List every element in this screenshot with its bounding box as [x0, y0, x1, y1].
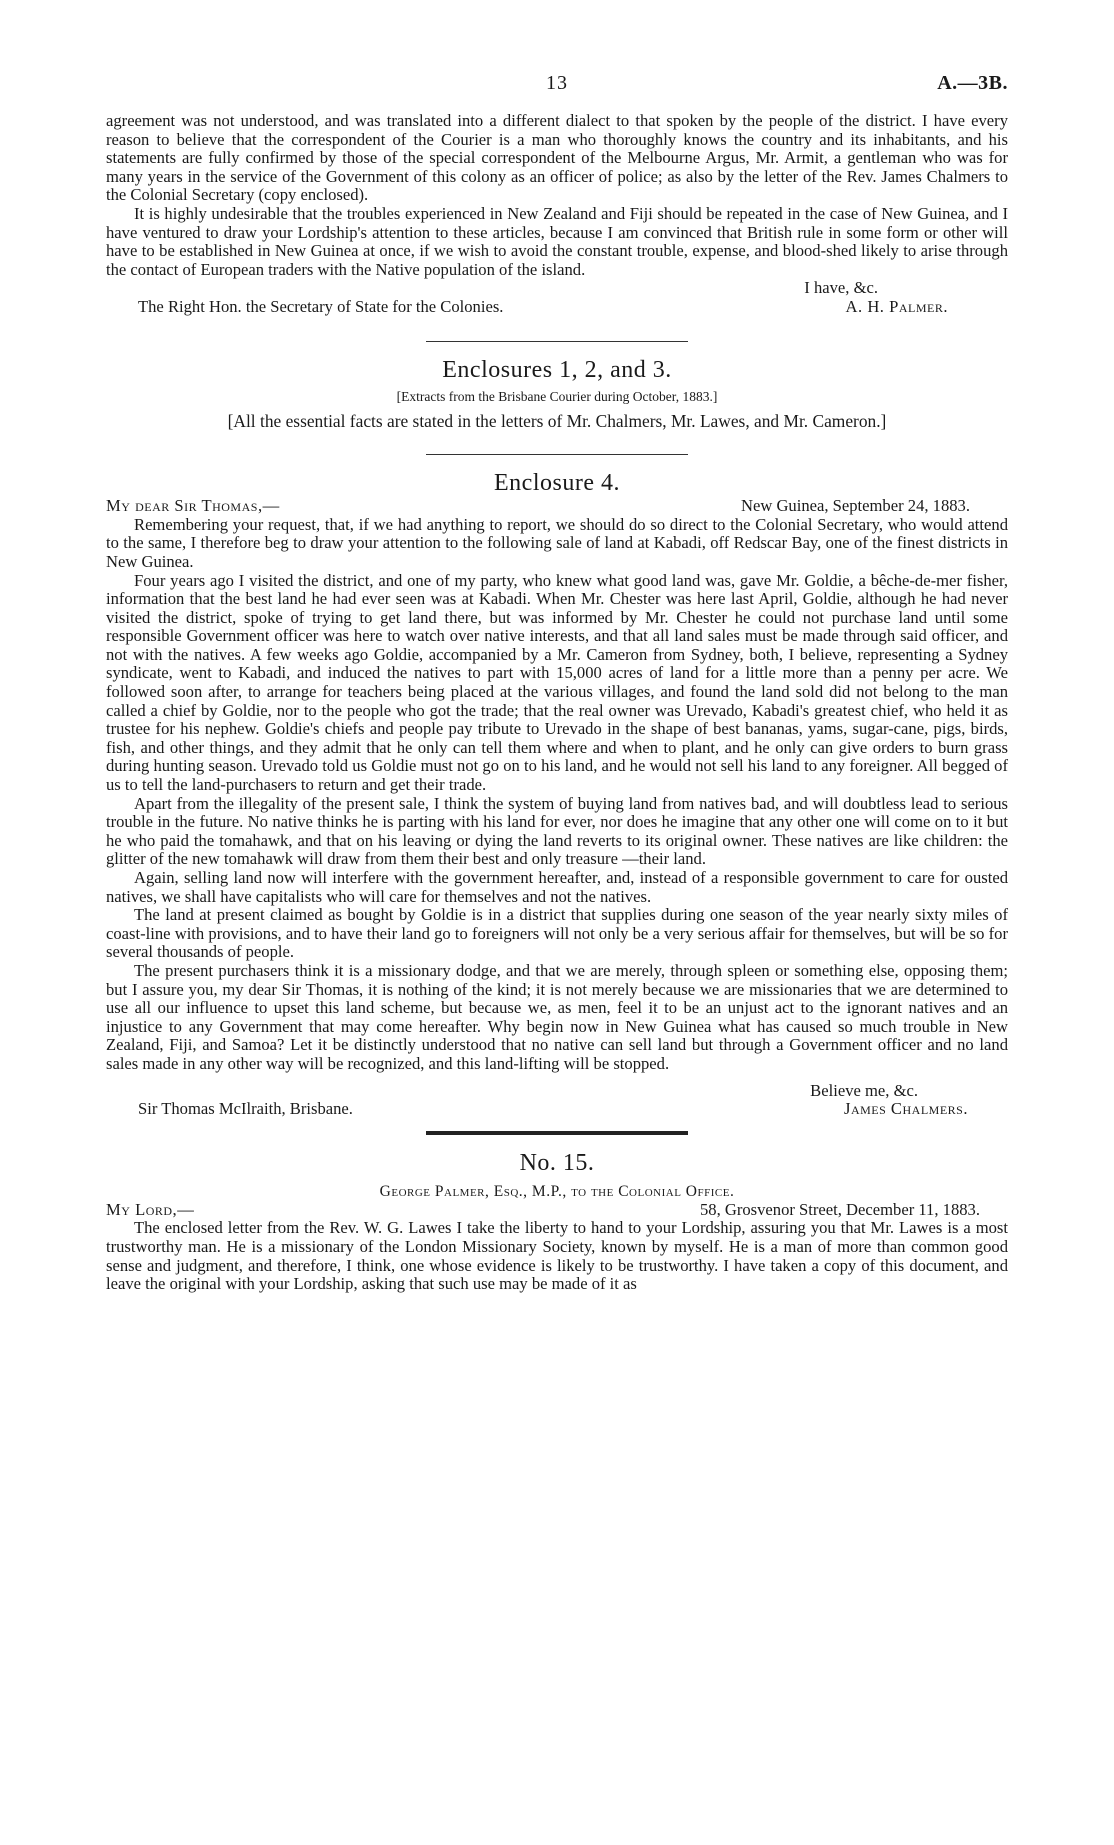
enclosures-note: [All the essential facts are stated in the letters of Mr. Chalmers, Mr. Lawes, and Mr. Cameron.]	[227, 410, 887, 431]
palmer-signature: A. H. Palmer.	[845, 296, 948, 316]
enclosure-4-paragraph-5: The land at present claimed as bought by Goldie is in a district that supplies during one season of the year nearly sixty miles of coast-line with provisions, and to have their land go to foreigners will not only be a very serious affair for themselves, but will be so for several thousands of people.	[106, 905, 1008, 962]
enclosure-4-heading: Enclosure 4.	[494, 470, 620, 497]
enclosure-4-paragraph-1: Remembering your request, that, if we had anything to report, we should do so direct to the Colonial Secretary, who would attend to the same, I therefore beg to draw your attention to the following sale of land at Kabadi, off Redscar Bay, one of the finest districts in New Guinea.	[106, 514, 1008, 571]
no-15-place-date: 58, Grosvenor Street, December 11, 1883.	[699, 1199, 980, 1219]
enclosure-4-salutation-row	[106, 497, 1008, 516]
no-15-heading: No. 15.	[519, 1149, 595, 1176]
no-15-paragraph-1: The enclosed letter from the Rev. W. G. Lawes I take the liberty to hand to your Lordship, assuring you that Mr. Lawes is a most trustworthy man. He is a missionary of the London Missionary Society, known by myself. He is a man of more than common good sense and judgment, and therefore, I think, one whose evidence is likely to be trustworthy. I have taken a copy of this document, and leave the original with your Lordship, asking that such use may be made of it as	[106, 1218, 1008, 1294]
palmer-signature-row	[106, 298, 1008, 317]
enclosure-4-paragraph-3: Apart from the illegality of the present sale, I think the system of buying land from natives bad, and will doubtless lead to serious trouble in the future. No native thinks he is parting with his land for ever, nor does he imagine that any other one will come on to it but he who paid the tomahawk, and that on his leaving or dying the land reverts to its original owner. These natives are like children: the glitter of the new tomahawk will draw from them their best and only treasure —their land.	[106, 793, 1008, 869]
chalmers-addressee: Sir Thomas McIlraith, Brisbane.	[138, 1099, 353, 1119]
no-15-salutation: My Lord,—	[106, 1199, 195, 1219]
palmer-addressee: The Right Hon. the Secretary of State for the Colonies.	[138, 296, 504, 316]
enclosure-4-place-date: New Guinea, September 24, 1883.	[740, 496, 970, 516]
section-divider	[426, 341, 688, 342]
section-divider	[426, 454, 688, 455]
enclosure-4-paragraph-4: Again, selling land now will interfere with the government hereafter, and, instead of a responsible government to care for ousted natives, we shall have capitalists who will care for themselves and not the natives.	[106, 868, 1008, 906]
document-reference: A.—3B.	[937, 72, 1008, 94]
palmer-closing-text: I have, &c.	[804, 278, 878, 298]
paragraph-intro: agreement was not understood, and was translated into a different dialect to that spoken by the people of the district. I have every reason to believe that the correspondent of the Courier is a man who thoroughly knows the country and its inhabitants, and his statements are fully confirmed by those of the special correspondent of the Melbourne Argus, Mr. Armit, a gentleman who was for many years in the service of the Government of this colony as an officer of police; as also by the letter of the Rev. James Chalmers to the Colonial Secretary (copy enclosed).	[106, 111, 1008, 205]
no-15-subheading: George Palmer, Esq., M.P., to the Colonial Office.	[379, 1182, 735, 1200]
paragraph-undesirable-troubles: It is highly undesirable that the troubles experienced in New Zealand and Fiji should be repeated in the case of New Guinea, and I have ventured to draw your Lordship's attention to these articles, because I am convinced that British rule in some form or other will have to be established in New Guinea at once, if we wish to avoid the constant trouble, expense, and blood-shed likely to arise through the contact of European traders with the Native population of the island.	[106, 203, 1008, 279]
page-number: 13	[546, 72, 568, 94]
palmer-closing	[106, 279, 1008, 298]
enclosure-4-paragraph-6: The present purchasers think it is a missionary dodge, and that we are merely, through spleen or something else, opposing them; but I assure you, my dear Sir Thomas, it is nothing of the kind; it is not merely because we are missionaries that we are determined to use all our influence to upset this land scheme, but because we, as men, feel it to be an unjust act to the ignorant natives and an injustice to any Government that may come hereafter. Why begin now in New Guinea what has caused so much trouble in New Zealand, Fiji, and Samoa? Let it be distinctly understood that no native can sell land but through a Government officer and no land sales made in any other way will be recognized, and this land-lifting will be stopped.	[106, 960, 1008, 1073]
chalmers-closing	[106, 1082, 1008, 1101]
enclosure-4-paragraph-2: Four years ago I visited the district, and one of my party, who knew what good land was, gave Mr. Goldie, a bêche-de-mer fisher, information that the best land he had ever seen was at Kabadi. When Mr. Chester was here last April, Goldie, although he had never visited the district, spoke of trying to get land there, but was informed by Mr. Chester he could not purchase land until some responsible Government officer was here to watch over native interests, and that all land sales must be made through said officer, and not with the natives. A few weeks ago Goldie, accompanied by a Mr. Cameron from Sydney, both, I believe, representing a Sydney syndicate, went to Kabadi, and induced the natives to part with 15,000 acres of land for a little more than a penny per acre. We followed soon after, to arrange for teachers being placed at the various villages, and found the land sold did not belong to the man called a chief by Goldie, nor to the people who got the trade; that the real owner was Urevado, Kabadi's greatest chief, who held it as trustee for his nephew. Goldie's chiefs and people pay tribute to Urevado in the shape of best bananas, yams, sugar-cane, pigs, birds, fish, and other things, and they admit that he only can tell them where and when to plant, and he only can give orders to burn grass during hunting season. Urevado told us Goldie must not go on to his land, and he would not sell his land to any foreigner. All begged of us to tell the land-purchasers to return and get their trade.	[106, 570, 1008, 795]
no-15-salutation-row	[106, 1201, 1008, 1220]
chalmers-signature-row	[106, 1100, 1008, 1119]
chalmers-closing-text: Believe me, &c.	[810, 1080, 918, 1100]
enclosures-subheading: [Extracts from the Brisbane Courier during October, 1883.]	[396, 388, 718, 404]
page-header	[106, 74, 1008, 112]
section-divider-thick	[426, 1131, 688, 1135]
chalmers-signature: James Chalmers.	[843, 1099, 968, 1119]
enclosures-heading: Enclosures 1, 2, and 3.	[442, 356, 672, 383]
enclosure-4-salutation: My dear Sir Thomas,—	[106, 496, 280, 516]
